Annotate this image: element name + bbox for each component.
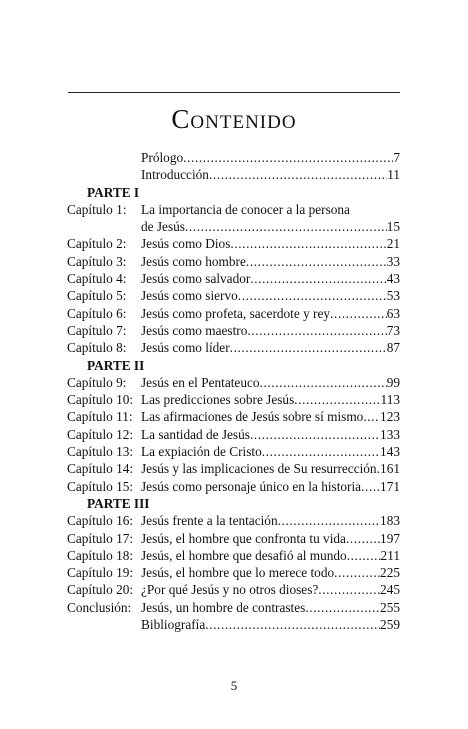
entry-title: Jesús como Dios: [141, 236, 231, 252]
part-heading: PARTE II: [87, 357, 145, 373]
entry-body: [141, 530, 400, 547]
entry-body: [141, 149, 400, 166]
entry-page: 15: [386, 219, 400, 235]
entry-title: Jesús como líder: [141, 340, 230, 356]
entry-page: 197: [380, 530, 400, 546]
entry-page: 33: [386, 253, 400, 269]
entry-body: [141, 270, 400, 287]
chapter-label: Capítulo 7:: [67, 322, 127, 338]
dot-leader: [250, 270, 386, 287]
toc-entry: [67, 235, 400, 252]
toc-entry: [67, 460, 400, 477]
chapter-label: Capítulo 10:: [67, 392, 134, 408]
chapter-label: Capítulo 19:: [67, 565, 134, 581]
chapter-label: [67, 218, 141, 235]
entry-title: Jesús, el hombre que lo merece todo: [141, 565, 335, 581]
top-rule: [68, 92, 400, 93]
entry-page: 53: [386, 288, 400, 304]
entry-body: [141, 287, 400, 304]
entry-page: 43: [386, 271, 400, 287]
entry-body: [141, 512, 400, 529]
entry-body: [141, 166, 400, 183]
chapter-label: Capítulo 3:: [67, 253, 127, 269]
page-title: Contenido: [171, 104, 297, 134]
entry-title: Jesús como maestro: [141, 322, 248, 338]
chapter-label: Capítulo 4:: [67, 271, 127, 287]
toc-entry: [67, 478, 400, 495]
entry-page: 211: [380, 547, 400, 563]
entry-title: Jesús como hombre: [141, 253, 246, 269]
toc-entry: [67, 443, 400, 460]
chapter-label: Capítulo 17:: [67, 530, 134, 546]
entry-page: 123: [380, 409, 400, 425]
entry-page: 171: [380, 478, 400, 494]
dot-leader: [205, 616, 380, 633]
entry-title: Prólogo: [141, 150, 184, 165]
dot-leader: [262, 443, 380, 460]
entry-page: 113: [380, 392, 400, 408]
dot-leader: [363, 408, 380, 425]
chapter-label: Capítulo 20:: [67, 582, 134, 598]
entry-body: [141, 305, 400, 322]
page-number: 5: [230, 678, 238, 693]
chapter-label: Capítulo 8:: [67, 340, 127, 356]
entry-title: Jesús como personaje único en la historia: [141, 478, 362, 494]
chapter-label: Conclusión:: [67, 599, 132, 615]
entry-page: 259: [380, 617, 400, 633]
toc-entry: [67, 270, 400, 287]
toc-entry: [67, 408, 400, 425]
chapter-label: Capítulo 11:: [67, 409, 133, 425]
entry-body: [141, 547, 400, 564]
entry-title: La importancia de conocer a la persona: [141, 201, 350, 217]
entry-body: [141, 235, 400, 252]
toc-entry: [67, 530, 400, 547]
chapter-label: Capítulo 12:: [67, 426, 134, 442]
entry-page: 87: [386, 340, 400, 356]
entry-body: [141, 564, 400, 581]
toc-entry: [67, 339, 400, 356]
entry-title: La santidad de Jesús: [141, 426, 250, 442]
toc-entry: [67, 166, 400, 183]
entry-title: Bibliografía: [141, 617, 206, 633]
entry-body: [141, 339, 400, 356]
toc-entry: [67, 547, 400, 564]
entry-body: [141, 391, 400, 408]
dot-leader: [346, 530, 380, 547]
toc-entry: [67, 287, 400, 304]
entry-page: 133: [380, 426, 400, 442]
dot-leader: [347, 547, 381, 564]
entry-page: 21: [386, 236, 400, 252]
entry-body: [141, 426, 400, 443]
dot-leader: [185, 218, 387, 235]
entry-title: Jesús como salvador: [141, 271, 251, 287]
toc-entry: [67, 305, 400, 322]
chapter-label: Capítulo 6:: [67, 305, 127, 321]
dot-leader: [278, 512, 380, 529]
chapter-label: Capítulo 1:: [67, 201, 127, 217]
entry-body: [141, 581, 400, 598]
toc-entry: [67, 322, 400, 339]
entry-page: 245: [380, 582, 400, 598]
chapter-label: Capítulo 14:: [67, 461, 134, 477]
entry-body: [141, 201, 400, 218]
dot-leader: [209, 166, 387, 183]
dot-leader: [250, 426, 380, 443]
toc-entry: [67, 149, 400, 166]
entry-title: Las afirmaciones de Jesús sobre sí mismo: [141, 409, 364, 425]
entry-title: Las predicciones sobre Jesús: [141, 392, 295, 408]
entry-title: Jesús frente a la tentación: [141, 513, 278, 529]
table-of-contents: [67, 149, 400, 633]
chapter-label: [67, 616, 141, 633]
entry-title: ¿Por qué Jesús y no otros dioses?: [141, 582, 319, 598]
chapter-label: [67, 149, 141, 166]
entry-page: 183: [380, 513, 400, 529]
dot-leader: [230, 235, 386, 252]
entry-body: [141, 322, 400, 339]
entry-body: [141, 253, 400, 270]
chapter-label: Capítulo 9:: [67, 374, 127, 390]
entry-title: Jesús como siervo: [141, 288, 238, 304]
chapter-label: Capítulo 18:: [67, 547, 134, 563]
entry-page: 99: [386, 374, 400, 390]
dot-leader: [361, 478, 380, 495]
entry-title: Jesús, el hombre que confronta tu vida: [141, 530, 346, 546]
dot-leader: [294, 391, 380, 408]
dot-leader: [247, 322, 386, 339]
dot-leader: [330, 305, 387, 322]
toc-entry: [67, 201, 400, 218]
chapter-label: Capítulo 16:: [67, 513, 134, 529]
dot-leader: [318, 581, 380, 598]
toc-entry: [67, 253, 400, 270]
part-heading: PARTE I: [87, 184, 140, 200]
entry-body: [141, 443, 400, 460]
entry-title: de Jesús: [141, 219, 185, 235]
entry-title: Jesús, un hombre de contrastes: [141, 599, 306, 615]
toc-entry: [67, 374, 400, 391]
entry-title: Jesús en el Pentateuco: [141, 374, 260, 390]
entry-title: Introducción: [141, 167, 209, 183]
entry-body: [141, 218, 400, 235]
entry-body: [141, 478, 400, 495]
entry-body: [141, 616, 400, 633]
toc-entry: [67, 512, 400, 529]
entry-title: Jesús y las implicaciones de Su resurrección: [141, 461, 377, 477]
entry-title: La expiación de Cristo: [141, 444, 262, 460]
entry-body: [141, 599, 400, 616]
toc-entry: [67, 391, 400, 408]
dot-leader: [183, 149, 393, 166]
dot-leader: [305, 599, 380, 616]
entry-title: Jesús, el hombre que desafió al mundo: [141, 547, 347, 563]
entry-page: 63: [386, 305, 400, 321]
dot-leader: [246, 253, 387, 270]
toc-entry: [67, 426, 400, 443]
entry-title: Jesús como profeta, sacerdote y rey: [141, 305, 331, 321]
entry-body: [141, 460, 400, 477]
dot-leader: [230, 339, 387, 356]
entry-page: 11: [387, 167, 400, 183]
entry-page: 143: [380, 444, 400, 460]
toc-entry: [67, 581, 400, 598]
toc-entry: [67, 616, 400, 633]
entry-page: 255: [380, 599, 400, 615]
entry-page: 73: [386, 322, 400, 338]
dot-leader: [334, 564, 380, 581]
chapter-label: Capítulo 13:: [67, 444, 134, 460]
dot-leader: [260, 374, 387, 391]
entry-page: 225: [380, 565, 400, 581]
toc-entry: [67, 564, 400, 581]
entry-body: [141, 408, 400, 425]
dot-leader: [238, 287, 387, 304]
entry-page: 161: [380, 461, 400, 477]
entry-page: 7: [393, 150, 400, 165]
toc-entry: [67, 218, 400, 235]
part-heading: PARTE III: [87, 495, 150, 511]
chapter-label: [67, 166, 141, 183]
entry-body: [141, 374, 400, 391]
chapter-label: Capítulo 15:: [67, 478, 134, 494]
chapter-label: Capítulo 5:: [67, 288, 127, 304]
chapter-label: Capítulo 2:: [67, 236, 127, 252]
toc-entry: [67, 599, 400, 616]
